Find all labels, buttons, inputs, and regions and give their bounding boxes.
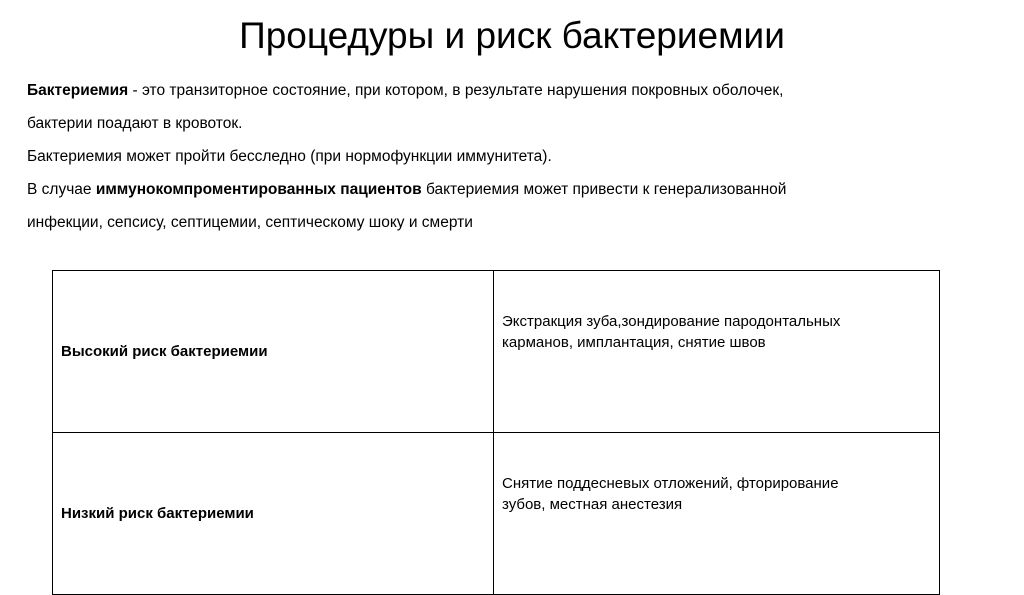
intro-line-1 (27, 74, 987, 107)
low-risk-procedures-line-1: Снятие поддесневых отложений, фторирование (502, 475, 839, 492)
definition-text: - это транзиторное состояние, при котором, в результате нарушения покровных оболочек, (128, 82, 784, 99)
slide-title: Процедуры и риск бактериемии (239, 15, 785, 56)
intro-line-2: бактерии поадают в кровоток. (27, 115, 243, 132)
intro-line-3: Бактериемия может пройти бесследно (при нормофункции иммунитета). (27, 148, 552, 165)
table-row-high-risk (53, 271, 940, 433)
low-risk-procedures (494, 433, 940, 595)
intro-line-4-rest: бактериемия может привести к генерализованной (421, 181, 787, 198)
intro-line-4-start: В случае (27, 181, 96, 198)
high-risk-procedures (494, 271, 940, 433)
term-immunocompromised: иммунокомпроментированных пациентов (95, 181, 422, 198)
table-row-low-risk (53, 433, 940, 595)
intro-line-5: инфекции, сепсису, септицемии, септическому шоку и смерти (27, 214, 473, 231)
intro-text (27, 74, 987, 239)
high-risk-label: Высокий риск бактериемии (53, 271, 494, 433)
intro-line-4 (27, 173, 987, 206)
high-risk-procedures-line-1: Экстракция зуба,зондирование пародонтальных (502, 313, 841, 330)
low-risk-label: Низкий риск бактериемии (53, 433, 494, 595)
high-risk-procedures-line-2: карманов, имплантация, снятие швов (502, 334, 766, 351)
low-risk-procedures-line-2: зубов, местная анестезия (502, 496, 683, 513)
term-bacteremia: Бактериемия (27, 82, 129, 99)
risk-table (52, 270, 940, 595)
